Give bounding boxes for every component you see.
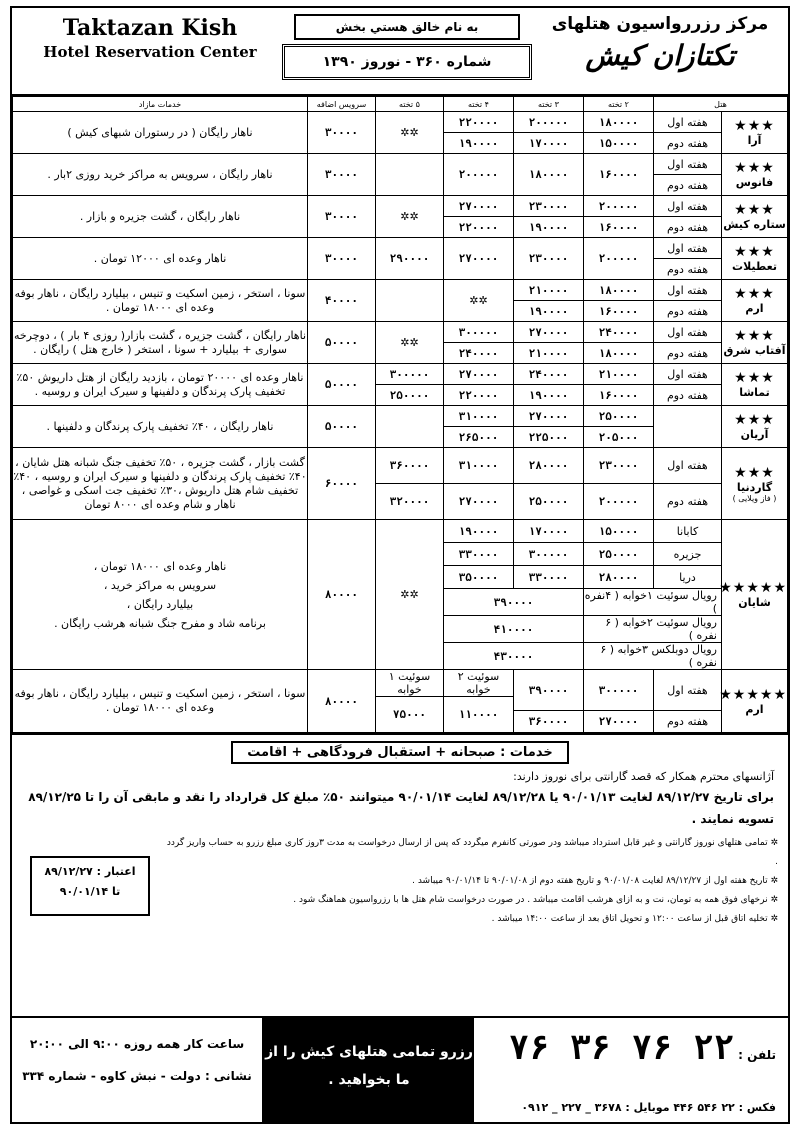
- col-3bed: ۳ تخته: [513, 97, 583, 112]
- price-cell: ۱۵۰۰۰۰: [583, 133, 653, 154]
- extra-service-price: ۳۰۰۰۰: [307, 112, 375, 154]
- price-cell: ۱۶۰۰۰۰: [583, 385, 653, 406]
- price-cell: ۱۹۰۰۰۰: [513, 217, 583, 238]
- price-sheet: [10, 6, 790, 1124]
- star-rating-icon: ★★★: [734, 244, 775, 260]
- hotel-cell: [719, 520, 788, 670]
- price-cell: ۲۳۰۰۰۰: [513, 196, 583, 217]
- table-row: [13, 448, 788, 484]
- table-row: [13, 280, 788, 301]
- hotel-cell: [722, 322, 788, 364]
- week-label: هفته دوم: [653, 133, 721, 154]
- star-rating-icon: ★★★: [734, 202, 775, 218]
- week-label: هفته دوم: [653, 217, 721, 238]
- extra-service-price: ۳۰۰۰۰: [307, 196, 375, 238]
- note-item: ✲ تاریخ هفته اول از ۸۹/۱۲/۲۷ لغایت ۹۰/۰۱/۰۸ و تاریخ هفته دوم از ۹۰/۰۱/۰۸ تا ۹۰/۰۱/۱۴ میباشد .: [162, 872, 778, 891]
- price-cell: ۱۸۰۰۰۰: [513, 154, 583, 196]
- week-label: هفته اول: [653, 280, 721, 301]
- extra-service-price: ۴۰۰۰۰: [307, 280, 375, 322]
- week-label: هفته اول: [653, 112, 721, 133]
- price-cell: ۲۵۰۰۰۰: [583, 543, 653, 566]
- week-label: هفته اول: [653, 670, 721, 711]
- suite-type: رویال سوئیت ۱خوابه ( ۴نفره ): [583, 589, 721, 616]
- slogan-line-1: رزرو تمامی هتلهای کیش را از: [265, 1044, 473, 1060]
- hotel-name: شایان: [738, 596, 771, 609]
- guarantee-note: برای تاریخ ۸۹/۱۲/۲۷ لغایت ۹۰/۰۱/۱۳ یا ۸۹/۱۲/۲۸ لغایت ۹۰/۰۱/۱۴ میتوانند ۵۰٪ مبلغ کل قرارداد را نقد و مابقی آن را تا ۸۹/۱۲/۲۵ تسویه نمایند .: [28, 790, 774, 826]
- extras-text: ناهار وعده ای ۲۰۰۰۰ تومان ، بازدید رایگان از هتل داریوش ۵۰٪ تخفیف پارک پرندگان و دلفینها و سیرک ایران و روسیه .: [13, 364, 308, 406]
- header-english: [20, 14, 280, 62]
- hotel-name: ارم: [745, 702, 764, 716]
- table-row: [13, 196, 788, 217]
- hotel-cell: [722, 406, 788, 448]
- price-cell: ۳۱۰۰۰۰: [443, 448, 513, 484]
- hotel-subtitle: ( فاز ویلایی ): [732, 493, 777, 503]
- star-rating-icon: ★★★: [734, 160, 775, 176]
- hotel-name: آریان: [740, 428, 769, 441]
- working-hours: ساعت کار همه روزه ۹:۰۰ الی ۲۰:۰۰: [29, 1037, 245, 1051]
- price-cell: ۲۹۰۰۰۰: [375, 238, 443, 280]
- price-cell: ۱۱۰۰۰۰: [443, 697, 513, 733]
- extras-text: سونا ، استخر ، زمین اسکیت و تنیس ، بیلیارد رایگان ، ناهار بوفه وعده ای ۱۸۰۰۰ تومان .: [13, 670, 308, 733]
- validity-to: تا ۹۰/۰۱/۱۴: [59, 885, 121, 898]
- extra-service-price: ۸۰۰۰۰: [307, 670, 375, 733]
- week-label: هفته اول: [653, 238, 721, 259]
- suite-type: رویال دوبلکس ۳خوابه ( ۶ نفره ): [583, 643, 721, 670]
- hotel-cell: [722, 280, 788, 322]
- price-cell: ۳۶۰۰۰۰: [513, 711, 583, 733]
- price-cell: ۳۳۰۰۰۰: [443, 543, 513, 566]
- services-box: خدمات : صبحانه + استقبال فرودگاهی + اقامت: [231, 741, 568, 764]
- room-type: جزیره: [653, 543, 721, 566]
- price-cell: ۱۶۰۰۰۰: [583, 301, 653, 322]
- price-cell: ۳۰۰۰۰۰: [583, 670, 653, 711]
- price-cell: ۲۴۰۰۰۰: [443, 343, 513, 364]
- extra-service-price: ۸۰۰۰۰: [307, 520, 375, 670]
- price-cell: ۲۳۰۰۰۰: [513, 238, 583, 280]
- week-label: هفته دوم: [653, 484, 721, 520]
- price-cell: ۲۲۰۰۰۰: [443, 385, 513, 406]
- price-cell: ۱۷۰۰۰۰: [513, 133, 583, 154]
- extra-service-price: ۳۰۰۰۰: [307, 154, 375, 196]
- price-cell: ۳۰۰۰۰۰: [375, 364, 443, 385]
- price-cell: ۷۵۰۰۰: [375, 697, 443, 733]
- extras-line: ناهار وعده ای ۱۸۰۰۰ تومان ،: [93, 559, 227, 573]
- extras-text: ناهار رایگان ، سرویس به مراکز خرید روزی ۲بار .: [13, 154, 308, 196]
- price-cell: ۳۰۰۰۰۰: [443, 322, 513, 343]
- table-row: [13, 112, 788, 133]
- price-cell: ۲۳۰۰۰۰: [583, 448, 653, 484]
- week-label: هفته اول: [653, 448, 721, 484]
- note-item: ✲ تمامی هتلهای نوروز گارانتی و غیر قابل استرداد میباشد ودر صورتی کانفرم میگردد که پس از ارسال درخواست به مدت ۳روز کاری مبلغ رزرو به حساب واریز گردد .: [162, 834, 778, 872]
- price-cell: ۲۲۰۰۰۰: [443, 217, 513, 238]
- hotel-cell: [722, 448, 788, 520]
- not-available-icon: ✲✲: [375, 520, 443, 670]
- company-name-en: Taktazan Kish: [62, 15, 238, 41]
- hotel-name: ستاره کیش: [723, 218, 786, 231]
- price-cell: ۲۰۵۰۰۰: [583, 427, 653, 448]
- rates-table: [12, 96, 788, 733]
- week-label: هفته دوم: [653, 711, 721, 733]
- company-subtitle-en: Hotel Reservation Center: [43, 43, 257, 61]
- week-label: هفته دوم: [653, 259, 721, 280]
- col-extras: خدمات مازاد: [13, 97, 308, 112]
- price-cell: ۲۵۰۰۰۰: [375, 385, 443, 406]
- note-item: ✲ تخلیه اتاق قبل از ساعت ۱۲:۰۰ و تحویل اتاق بعد از ساعت ۱۴:۰۰ میباشد .: [162, 910, 778, 929]
- price-cell: ۲۷۰۰۰۰: [513, 406, 583, 427]
- price-cell: ۲۰۰۰۰۰: [513, 112, 583, 133]
- price-cell: [375, 280, 443, 322]
- hotel-name: آرا: [747, 134, 762, 147]
- price-cell: ۲۰۰۰۰۰: [443, 154, 513, 196]
- price-cell: ۲۵۰۰۰۰: [583, 406, 653, 427]
- price-cell: ۱۹۰۰۰۰: [513, 301, 583, 322]
- terms-section: [12, 733, 788, 930]
- price-cell: ۴۱۰۰۰۰: [443, 616, 583, 643]
- col-4bed: ۴ تخته: [443, 97, 513, 112]
- extra-service-price: ۶۰۰۰۰: [307, 448, 375, 520]
- price-cell: ۳۲۰۰۰۰: [375, 484, 443, 520]
- extra-service-price: ۳۰۰۰۰: [307, 238, 375, 280]
- extra-service-price: ۵۰۰۰۰: [307, 364, 375, 406]
- table-row: [13, 670, 788, 697]
- hotel-name: تماشا: [739, 386, 770, 399]
- week-label: [653, 406, 721, 448]
- price-cell: ۳۶۰۰۰۰: [375, 448, 443, 484]
- office-info: [12, 1018, 264, 1122]
- price-cell: ۲۷۰۰۰۰: [583, 711, 653, 733]
- address: نشانی : دولت - نبش کاوه - شماره ۳۳۴: [22, 1069, 252, 1083]
- star-rating-icon: ★★★: [734, 370, 775, 386]
- week-label: هفته دوم: [653, 343, 721, 364]
- extra-service-price: ۵۰۰۰۰: [307, 406, 375, 448]
- suite-label: سوئیت ۲ خوابه: [443, 670, 513, 697]
- extras-text: [13, 520, 308, 670]
- price-cell: ۳۰۰۰۰۰: [513, 543, 583, 566]
- price-cell: ۲۱۰۰۰۰: [513, 343, 583, 364]
- price-cell: ۱۹۰۰۰۰: [443, 520, 513, 543]
- price-cell: ۲۷۰۰۰۰: [443, 196, 513, 217]
- extras-text: ناهار رایگان ، گشت جزیره ، گشت بازار( روزی ۴ بار ) ، دوچرخه سواری + بیلیارد + سونا ، استخر ( خارج هتل ) رایگان .: [13, 322, 308, 364]
- price-cell: ۲۲۰۰۰۰: [443, 112, 513, 133]
- price-cell: ۳۵۰۰۰۰: [443, 566, 513, 589]
- price-cell: ۲۱۰۰۰۰: [583, 364, 653, 385]
- validity-from: اعتبار : ۸۹/۱۲/۲۷: [44, 865, 136, 878]
- tel-number: ۲۲ ۷۶ ۳۶ ۷۶: [508, 1028, 734, 1068]
- price-cell: ۱۸۰۰۰۰: [583, 280, 653, 301]
- suite-label: سوئیت ۱ خوابه: [375, 670, 443, 697]
- price-cell: ۱۸۰۰۰۰: [583, 343, 653, 364]
- table-row: [13, 322, 788, 343]
- price-cell: [375, 406, 443, 448]
- agency-note: آژانسهای محترم همکار که قصد گارانتی برای نوروز دارند:: [513, 770, 774, 783]
- slogan-box: [264, 1018, 474, 1122]
- issue-number: شماره ۳۶۰ - نوروز ۱۳۹۰: [282, 44, 532, 80]
- notes-area: [12, 830, 788, 930]
- price-cell: ۱۶۰۰۰۰: [583, 217, 653, 238]
- not-available-icon: ✲✲: [375, 196, 443, 238]
- fax-mobile: فکس : ۲۲ ۵۴۶ ۴۴۶ موبایل : ۳۶۷۸ _ ۲۲۷ _ ۰۹۱۲: [521, 1101, 776, 1114]
- hotel-cell: [722, 196, 788, 238]
- price-cell: ۱۷۰۰۰۰: [513, 520, 583, 543]
- extras-text: سونا ، استخر ، زمین اسکیت و تنیس ، بیلیارد رایگان ، ناهار بوفه وعده ای ۱۸۰۰۰ تومان .: [13, 280, 308, 322]
- price-cell: ۲۸۰۰۰۰: [513, 448, 583, 484]
- extra-service-price: ۵۰۰۰۰: [307, 322, 375, 364]
- price-cell: ۳۹۰۰۰۰: [513, 670, 583, 711]
- extras-text: ناهار رایگان ، ۴۰٪ تخفیف پارک پرندگان و دلفینها .: [13, 406, 308, 448]
- hotel-name: تعطیلات: [732, 260, 777, 273]
- header-center: [282, 14, 532, 80]
- hotel-cell: [722, 364, 788, 406]
- hotel-name: ارم: [745, 302, 764, 315]
- star-rating-icon: ★★★: [734, 286, 775, 302]
- extras-text: ناهار وعده ای ۱۲۰۰۰ تومان .: [13, 238, 308, 280]
- price-cell: ۳۹۰۰۰۰: [443, 589, 583, 616]
- extras-text: ناهار رایگان ، گشت جزیره و بازار .: [13, 196, 308, 238]
- hotel-name: آفتاب شرق: [723, 344, 786, 357]
- price-cell: ۲۰۰۰۰۰: [583, 238, 653, 280]
- price-cell: ۱۹۰۰۰۰: [513, 385, 583, 406]
- col-2bed: ۲ تخته: [583, 97, 653, 112]
- price-cell: ۲۰۰۰۰۰: [583, 196, 653, 217]
- table-row: [13, 364, 788, 385]
- price-cell: ۲۰۰۰۰۰: [583, 484, 653, 520]
- week-label: هفته اول: [653, 322, 721, 343]
- price-cell: ۱۹۰۰۰۰: [443, 133, 513, 154]
- col-extra-service: سرویس اضافه: [307, 97, 375, 112]
- contact-footer: [12, 1016, 788, 1122]
- price-cell: ۲۴۰۰۰۰: [513, 364, 583, 385]
- company-title-fa-1: مرکز رزررواسیون هتلهای: [551, 14, 769, 34]
- price-cell: ۱۸۰۰۰۰: [583, 112, 653, 133]
- hotel-cell: [722, 112, 788, 154]
- table-row: [13, 238, 788, 259]
- week-label: هفته دوم: [653, 175, 721, 196]
- price-cell: ۲۷۰۰۰۰: [443, 484, 513, 520]
- hotel-cell: [722, 238, 788, 280]
- star-rating-icon: ★★★: [734, 328, 775, 344]
- table-row: [13, 520, 788, 543]
- room-type: کابانا: [653, 520, 721, 543]
- price-cell: ۳۱۰۰۰۰: [443, 406, 513, 427]
- hotel-cell: [722, 154, 788, 196]
- table-header-row: [13, 97, 788, 112]
- price-cell: ۳۳۰۰۰۰: [513, 566, 583, 589]
- not-available-icon: ✲✲: [375, 322, 443, 364]
- week-label: هفته اول: [653, 154, 721, 175]
- suite-type: رویال سوئیت ۲خوابه ( ۶ نفره ): [583, 616, 721, 643]
- star-rating-icon: ★★★★★: [719, 580, 787, 596]
- slogan-line-2: ما بخواهید .: [328, 1072, 410, 1088]
- star-rating-icon: ★★★: [734, 118, 775, 134]
- extras-line: بیلیارد رایگان ،: [126, 597, 194, 611]
- price-cell: ۱۶۰۰۰۰: [583, 154, 653, 196]
- week-label: هفته اول: [653, 196, 721, 217]
- table-row: [13, 406, 788, 427]
- price-cell: ۲۱۰۰۰۰: [513, 280, 583, 301]
- col-hotel: هتل: [653, 97, 787, 112]
- price-cell: ۲۷۰۰۰۰: [513, 322, 583, 343]
- header-persian: [540, 12, 780, 76]
- note-item: ✲ نرخهای فوق همه به تومان، نت و به ازای هرشب اقامت میباشد . در صورت درخواست شام هتل ها با رزرواسیون هماهنگ شود .: [162, 891, 778, 910]
- company-title-fa-2: تکتازان کیش: [585, 39, 735, 72]
- price-cell: ۲۴۰۰۰۰: [583, 322, 653, 343]
- hotel-name: فانوس: [735, 176, 774, 189]
- not-available-icon: ✲✲: [443, 280, 513, 322]
- col-5bed: ۵ تخته: [375, 97, 443, 112]
- extras-text: گشت بازار ، گشت جزیره ، ۵۰٪ تخفیف جنگ شبانه هتل شایان ، ۴۰٪ تخفیف پارک پرندگان و دلفینها و سیرک ایران و روسیه ، ۴۰٪ تخفیف شام هتل داریوش ،۳۰٪ تخفیف جت اسکی و غواصی ، ناهار و شام وعده ای ۸۰۰۰ تومان: [13, 448, 308, 520]
- room-type: دریا: [653, 566, 721, 589]
- price-cell: ۲۸۰۰۰۰: [583, 566, 653, 589]
- phone-info: [474, 1018, 788, 1122]
- price-cell: ۱۵۰۰۰۰: [583, 520, 653, 543]
- tel-label: تلفن :: [738, 1048, 776, 1062]
- validity-box: [30, 856, 150, 916]
- table-row: [13, 154, 788, 175]
- not-available-icon: ✲✲: [375, 112, 443, 154]
- price-cell: ۲۶۵۰۰۰: [443, 427, 513, 448]
- bismillah: به نام خالق هستي بخش: [294, 14, 520, 40]
- price-cell: ۲۲۵۰۰۰: [513, 427, 583, 448]
- week-label: هفته دوم: [653, 385, 721, 406]
- week-label: هفته اول: [653, 364, 721, 385]
- star-rating-icon: ★★★★★: [719, 686, 787, 703]
- header: [12, 8, 788, 96]
- star-rating-icon: ★★★: [734, 412, 775, 428]
- price-cell: [375, 154, 443, 196]
- extras-line: سرویس به مراکز خرید ،: [103, 578, 217, 592]
- extras-line: برنامه شاد و مفرح جنگ شبانه هرشب رایگان .: [54, 616, 266, 630]
- price-cell: ۲۷۰۰۰۰: [443, 238, 513, 280]
- price-cell: ۲۷۰۰۰۰: [443, 364, 513, 385]
- hotel-cell: [719, 670, 788, 733]
- price-cell: ۲۵۰۰۰۰: [513, 484, 583, 520]
- week-label: هفته دوم: [653, 301, 721, 322]
- price-cell: ۴۳۰۰۰۰: [443, 643, 583, 670]
- star-rating-icon: ★★★: [734, 464, 775, 481]
- extras-text: ناهار رایگان ( در رستوران شبهای کیش ): [13, 112, 308, 154]
- hotel-name: گاردنیا: [736, 480, 773, 494]
